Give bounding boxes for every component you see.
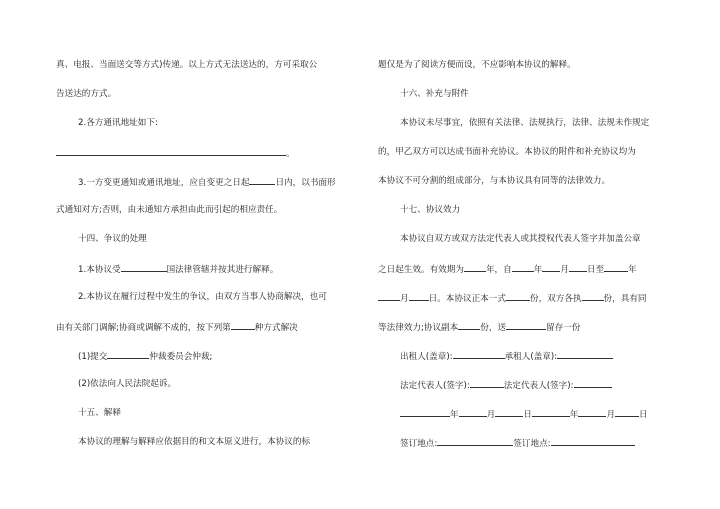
blank-field[interactable] — [506, 291, 530, 301]
paragraph-line: 之日起生效。有效期为 年，自 年 月 日至 年 — [378, 262, 637, 274]
paragraph-line: 的，甲乙双方可以达成书面补充协议。本协议的附件和补充协议均为 — [378, 147, 636, 157]
paragraph-line: (1)提交 仲裁委员会仲裁; — [56, 349, 212, 361]
paragraph-line: 本协议自双方或双方法定代表人或其授权代表人签字并加盖公章 — [400, 234, 641, 244]
blank-field[interactable] — [578, 407, 606, 417]
blank-field[interactable] — [506, 320, 546, 330]
paragraph-line: 本协议未尽事宜，依照有关法律、法规执行，法律、法规未作规定 — [400, 118, 650, 128]
blank-field[interactable] — [615, 407, 639, 417]
blank-field[interactable] — [121, 262, 167, 272]
paragraph-line: 真、电报、当面送交等方式)传递。以上方式无法送达的，方可采取公 — [56, 60, 318, 70]
blank-field[interactable] — [495, 407, 523, 417]
blank-field[interactable] — [400, 407, 450, 417]
blank-field[interactable] — [453, 349, 505, 359]
paragraph-line: 式通知对方;否则，由未通知方承担由此而引起的相应责任。 — [56, 205, 283, 215]
date-line: 年 月 日 年 月 日 — [378, 407, 648, 419]
paragraph-line: 2.本协议在履行过程中发生的争议，由双方当事人协商解决，也可 — [78, 292, 327, 302]
paragraph-line: 由有关部门调解;协商或调解不成的，按下列第 种方式解决 — [56, 320, 298, 332]
blank-field[interactable] — [542, 262, 560, 272]
paragraph-line: 本协议的理解与解释应依据目的和文本原义进行，本协议的标 — [78, 437, 311, 447]
blank-field[interactable] — [574, 378, 612, 388]
section-heading: 十四、争议的处理 — [78, 234, 147, 244]
paragraph-line: 告送达的方式。 — [56, 89, 117, 99]
blank-field[interactable] — [459, 407, 487, 417]
blank-field[interactable] — [409, 291, 429, 301]
blank-field[interactable] — [458, 320, 480, 330]
signature-line: 法定代表人(签字): 法定代表人(签字): — [378, 378, 612, 390]
blank-field[interactable] — [604, 262, 628, 272]
signature-line: 出租人(盖章): 承租人(盖章): — [378, 349, 613, 361]
blank-field[interactable] — [231, 320, 255, 330]
blank-field[interactable] — [470, 378, 504, 388]
section-heading: 十六、补充与附件 — [400, 89, 469, 99]
paragraph-line: 2.各方通讯地址如下: — [78, 118, 158, 128]
signing-place-line: 签订地点: 签订地点: — [378, 436, 635, 448]
blank-field[interactable] — [249, 175, 275, 185]
blank-field[interactable] — [512, 262, 534, 272]
paragraph-line: 3.一方变更通知或通讯地址，应自变更之日起 日内，以书面形 — [56, 175, 336, 187]
section-heading: 十七、协议效力 — [400, 205, 461, 215]
address-blank-line: 。 — [56, 146, 354, 158]
paragraph-line: 题仅是为了阅读方便而设，不应影响本协议的解释。 — [378, 60, 576, 70]
blank-field[interactable] — [551, 436, 635, 446]
paragraph-line: (2)依法向人民法院起诉。 — [78, 379, 177, 389]
paragraph-line: 1.本协议受 国法律管辖并按其进行解释。 — [56, 262, 278, 274]
blank-field[interactable] — [437, 436, 513, 446]
blank-field[interactable] — [378, 291, 400, 301]
blank-field[interactable] — [464, 262, 486, 272]
paragraph-line: 等法律效力;协议副本 份，送 留存一份 — [378, 320, 580, 332]
blank-field[interactable] — [569, 262, 587, 272]
blank-field[interactable] — [582, 291, 604, 301]
blank-field[interactable] — [107, 349, 149, 359]
paragraph-line: 月 日。本协议正本一式 份，双方各执 份，具有同 — [378, 291, 647, 303]
blank-field[interactable] — [56, 146, 286, 156]
blank-field[interactable] — [557, 349, 613, 359]
blank-field[interactable] — [532, 407, 570, 417]
section-heading: 十五、解释 — [78, 408, 121, 418]
paragraph-line: 本协议不可分割的组成部分，与本协议具有同等的法律效力。 — [378, 176, 611, 186]
